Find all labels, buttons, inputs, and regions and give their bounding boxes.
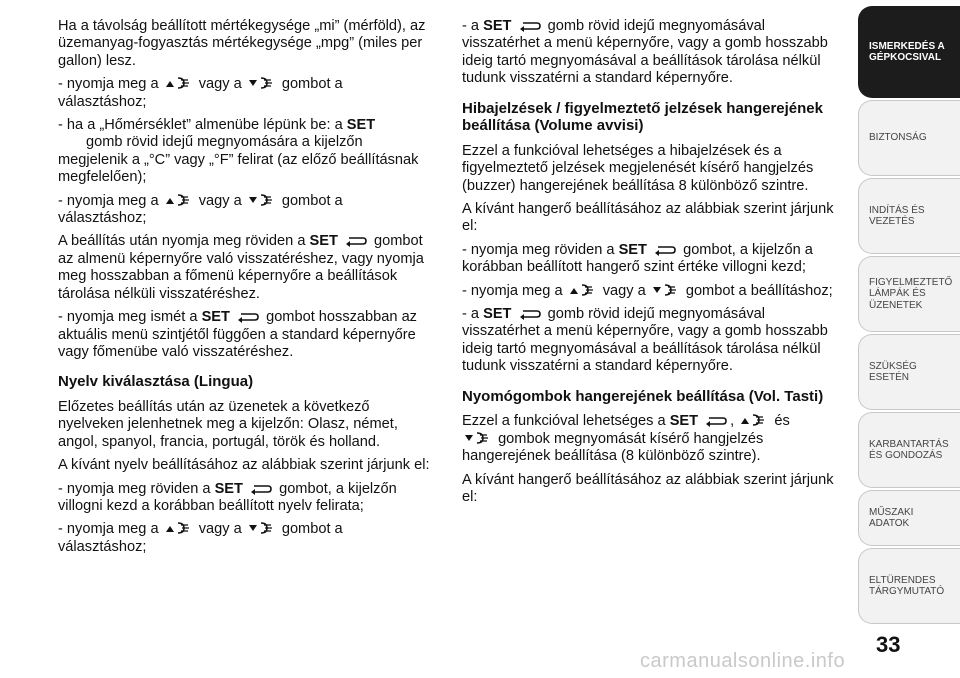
tab-muszaki[interactable]: MŰSZAKI ADATOK: [858, 490, 960, 546]
section-heading: Nyelv kiválasztása (Lingua): [58, 373, 254, 391]
paragraph: [58, 481, 430, 516]
text: ,: [730, 413, 735, 430]
text: gombot, a kijelzőn villogni kezd a korábban beállított nyelv felirata;: [58, 480, 397, 514]
text: gombot a beállításhoz;: [685, 282, 833, 299]
text: gomb rövid idejű megnyomásával visszatérhet a menü képernyőre, vagy a gomb hosszabb ideig tartó megnyomásával a beállítások tárolása nélkül tudunk visszatérni a standard képernyőre.: [462, 18, 828, 87]
text: - a: [462, 306, 480, 323]
tab-karbantartas[interactable]: KARBANTARTÁS ÉS GONDOZÁS: [858, 412, 960, 488]
paragraph: [58, 521, 430, 556]
set-label: SET: [201, 309, 230, 326]
tab-szukseg[interactable]: SZÜKSÉG ESETÉN: [858, 334, 960, 410]
set-label: SET: [309, 233, 338, 250]
set-return-icon: [250, 483, 272, 495]
text: - nyomja meg a: [58, 76, 159, 93]
set-return-icon: [654, 244, 676, 256]
set-return-icon: [519, 20, 541, 32]
text: vagy a: [198, 192, 242, 209]
text: - nyomja meg ismét a: [58, 309, 198, 326]
paragraph: [462, 283, 846, 300]
text: - nyomja meg a: [58, 192, 159, 209]
text: gombot a választáshoz;: [58, 76, 343, 110]
paragraph: [462, 306, 846, 376]
text: gombot a választáshoz;: [58, 521, 343, 555]
up-button-icon: [166, 76, 192, 90]
text: gombok megnyomását kísérő hangjelzés hangerejének beállítása (8 különböző szintre).: [462, 430, 764, 465]
paragraph: [462, 18, 846, 88]
paragraph: [58, 76, 430, 111]
text: gombot a választáshoz;: [58, 192, 343, 227]
tab-targymutato[interactable]: ELTÜRENDES TÁRGYMUTATÓ: [858, 548, 960, 624]
down-button-icon: [249, 193, 275, 207]
text: vagy a: [198, 521, 242, 538]
down-button-icon: [249, 76, 275, 90]
tab-inditas[interactable]: INDÍTÁS ÉS VEZETÉS: [858, 178, 960, 254]
text: - nyomja meg röviden a: [462, 241, 615, 258]
down-button-icon: [653, 283, 679, 297]
set-return-icon: [705, 415, 727, 427]
set-return-icon: [345, 235, 367, 247]
text: gomb rövid idejű megnyomásával visszatérhet a menü képernyőre, vagy a gomb hosszabb ideig tartó megnyomásával a beállítások tárolása nélkül tudunk visszatérni a standard képernyőre.: [462, 306, 828, 375]
paragraph: A kívánt hangerő beállításához az alábbiak szerint járjunk el:: [462, 201, 834, 235]
chapter-sidebar: [858, 0, 960, 678]
set-label: SET: [618, 241, 647, 258]
left-column: [58, 18, 430, 562]
text: vagy a: [602, 282, 646, 299]
text: A beállítás után nyomja meg röviden a: [58, 233, 306, 250]
paragraph: A kívánt nyelv beállításához az alábbiak szerint járjunk el:: [58, 457, 430, 474]
tab-figyelmezteto[interactable]: FIGYELMEZTETŐ LÁMPÁK ÉS ÜZENETEK: [858, 256, 960, 332]
paragraph: [58, 193, 430, 228]
text: Ezzel a funkcióval lehetséges a: [462, 413, 666, 430]
text: gombot az almenü képernyőre való visszatéréshez, vagy nyomja meg hosszabban a főmenü képernyőre a beállítások tárolása nélküli visszatéréshez.: [58, 233, 424, 302]
paragraph: Előzetes beállítás után az üzenetek a következő nyelveken jelenhetnek meg a kijelzőn: Olasz, német, angol, spanyol, francia, portugál, török és holland.: [58, 398, 398, 450]
watermark: carmanualsonline.info: [640, 650, 846, 672]
paragraph: [462, 413, 846, 465]
text: és: [774, 413, 790, 430]
set-label: SET: [483, 18, 512, 34]
text: gombot hosszabban az aktuális menü szintjétől függően a standard képernyőre vagy főmenübe való visszatéréshez.: [58, 309, 417, 360]
down-button-icon: [465, 431, 491, 445]
tab-biztonsag[interactable]: BIZTONSÁG: [858, 100, 960, 176]
tab-ismerkedes[interactable]: ISMERKEDÉS A GÉPKOCSIVAL: [858, 6, 960, 98]
set-label: SET: [346, 117, 376, 134]
text: gomb rövid idejű megnyomására a kijelzőn megjelenik a „°C” vagy „°F” felirat (az előző beállításnak megfelelően);: [58, 134, 419, 186]
paragraph: [58, 309, 430, 361]
paragraph: A kívánt hangerő beállításához az alábbiak szerint járjunk el:: [462, 471, 834, 505]
right-column: [462, 18, 846, 512]
up-button-icon: [166, 193, 192, 207]
text: - a: [462, 18, 480, 34]
text: - nyomja meg röviden a: [58, 480, 211, 497]
text: - nyomja meg a: [58, 521, 159, 538]
set-label: SET: [214, 480, 243, 497]
set-label: SET: [483, 306, 512, 323]
text: vagy a: [198, 76, 242, 93]
text: - ha a „Hőmérséklet” almenübe lépünk be: a: [58, 117, 343, 134]
paragraph: [58, 233, 430, 303]
set-return-icon: [237, 311, 259, 323]
paragraph: [462, 242, 846, 277]
page-number: 33: [876, 632, 901, 657]
text: - nyomja meg a: [462, 282, 563, 299]
text: gombot, a kijelzőn a korábban beállított hangerő szint értéke villogni kezd;: [462, 241, 813, 276]
up-button-icon: [166, 521, 192, 535]
section-heading: Nyomógombok hangerejének beállítása (Vol. Tasti): [462, 387, 824, 405]
set-return-icon: [519, 308, 541, 320]
section-heading: Hibajelzések / figyelmeztető jelzések hangerejének beállítása (Volume avvisi): [462, 99, 823, 135]
up-button-icon: [570, 283, 596, 297]
paragraph: Ezzel a funkcióval lehetséges a hibajelzések és a figyelmeztető jelzések megjelenését kísérő hangjelzés (buzzer) hangerejének beállítása 8 különböző szintre.: [462, 142, 814, 194]
down-button-icon: [249, 521, 275, 535]
up-button-icon: [741, 413, 767, 427]
set-label: SET: [669, 413, 699, 430]
paragraph: Ha a távolság beállított mértékegysége „mi” (mérföld), az üzemanyag-fogyasztás mértékegysége „mpg” (miles per gallon) lesz.: [58, 18, 426, 69]
paragraph: [58, 117, 430, 187]
